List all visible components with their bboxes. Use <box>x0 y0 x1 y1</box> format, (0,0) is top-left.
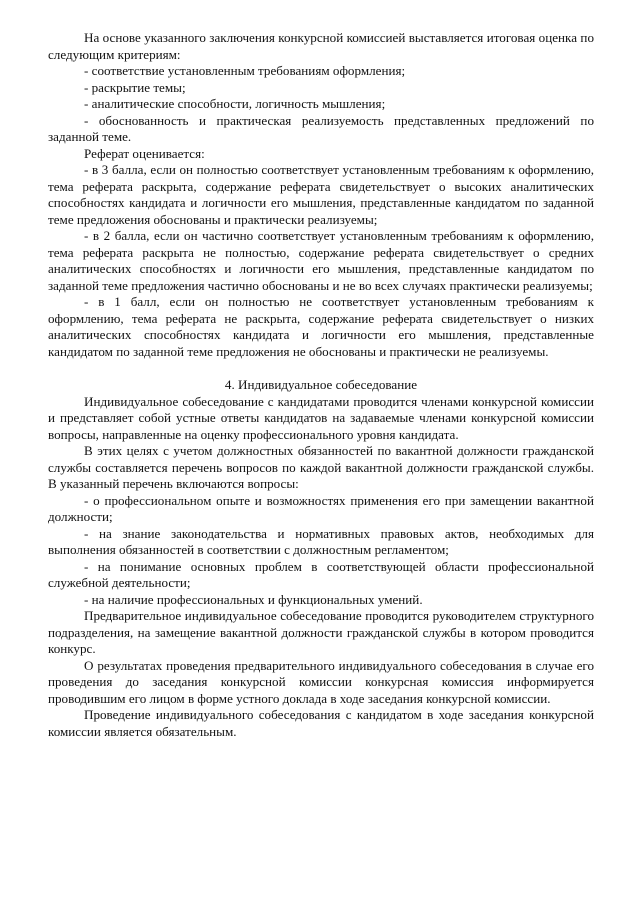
list-item-question: - о профессиональном опыте и возможностях применения его при замещении вакантной должности; <box>48 492 594 524</box>
list-item-criterion: - раскрытие темы; <box>84 79 186 95</box>
paragraph: О результатах проведения предварительного индивидуального собеседования в случае его проведения до заседания конкурсной комиссии конкурсная комиссия информируется проводившим его лицом в форме устного доклада в ходе заседания конкурсной комиссии. <box>48 657 594 706</box>
document-page <box>48 30 594 740</box>
list-item-question: - на понимание основных проблем в соответствующей области профессиональной служебной деятельности; <box>48 558 594 590</box>
paragraph: В этих целях с учетом должностных обязанностей по вакантной должности гражданской службы составляется перечень вопросов по каждой вакантной должности гражданской службы. В указанный перечень включаются вопросы: <box>48 443 594 491</box>
list-item-criterion: - аналитические способности, логичность мышления; <box>84 96 386 111</box>
paragraph: Проведение индивидуального собеседования с кандидатом в ходе заседания конкурсной комиссии является обязательным. <box>48 707 594 739</box>
section-heading: 4. Индивидуальное собеседование <box>224 377 418 392</box>
list-item-criterion: - соответствие установленным требованиям оформления; <box>84 63 406 78</box>
section-spacer <box>48 360 594 377</box>
paragraph-assessment-intro: На основе указанного заключения конкурсной комиссией выставляется итоговая оценка по следующим критериям: <box>48 30 594 62</box>
list-item-score: - в 3 балла, если он полностью соответствует установленным требованиям к оформлению, тема реферата раскрыта, содержание реферата свидетельствует о высоких аналитических способностях кандидата и логичности его мышления, представленные кандидатом по заданной теме предложения обоснованы и практически реализуемы; <box>48 162 594 227</box>
list-item-criterion: - обоснованность и практическая реализуемость представленных предложений по заданной теме. <box>48 112 594 144</box>
paragraph-evaluation-intro: Реферат оценивается: <box>84 145 205 161</box>
list-item-score: - в 2 балла, если он частично соответствует установленным требованиям к оформлению, тема реферата раскрыта не полностью, содержание реферата свидетельствует о средних аналитических способностях и логичности его мышления, представленные кандидатом по заданной теме предложения частично обоснованы и не во всех случаях практически реализуемы; <box>48 228 594 293</box>
list-item-score: - в 1 балл, если он полностью не соответствует установленным требованиям к оформлению, тема реферата не раскрыта, содержание реферата свидетельствует о низких аналитических способностях кандидата и логичности его мышления, представленные кандидатом по заданной теме предложения не обоснованы и практически не реализуемы. <box>48 294 594 359</box>
list-item-question: - на знание законодательства и нормативных правовых актов, необходимых для выполнения обязанностей в соответствии с должностным регламентом; <box>48 525 594 557</box>
paragraph: Предварительное индивидуальное собеседование проводится руководителем структурного подразделения, на замещение вакантной должности гражданской службы в котором проводится конкурс. <box>48 608 594 656</box>
paragraph: Индивидуальное собеседование с кандидатами проводится членами конкурсной комиссии и представляет собой устные ответы кандидатов на задаваемые членами конкурсной комиссии вопросы, направленные на оценку профессионального уровня кандидата. <box>48 393 594 442</box>
list-item-question: - на наличие профессиональных и функциональных умений. <box>84 591 423 607</box>
